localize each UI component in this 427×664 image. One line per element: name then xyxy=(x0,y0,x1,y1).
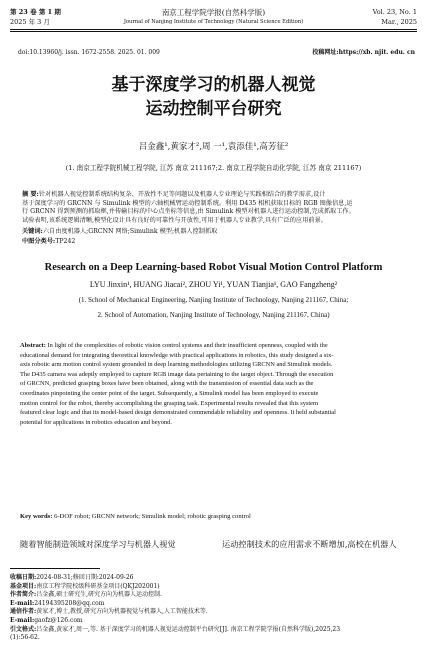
title-en: Research on a Deep Learning-based Robot Visual Motion Control Platform xyxy=(44,262,383,273)
abstract-cn-label: 摘 要: xyxy=(22,191,39,198)
clc-number xyxy=(22,238,412,247)
footnote xyxy=(10,574,417,643)
keywords-cn-text: 六自由度机器人;GRCNN 网络;Simulink 模型;机器人控制抓取 xyxy=(42,228,218,235)
abstract-cn-line: 试验表明,该系统逻辑清晰,模型化设计具有良好的可靠性与开放性,可用于机器人专业教学,具有广泛的应用前景。 xyxy=(22,216,327,224)
keywords-cn xyxy=(22,228,412,237)
abstract-en xyxy=(20,341,412,427)
abstract-en-line: The D435 camera was adeptly employed to capture RGB image data pertaining to the target object. Through the execution xyxy=(20,370,334,378)
abstract-en-label: Abstract: xyxy=(20,342,46,349)
abstract-en-line: educational demand for integrating theoretical knowledge with practical applications in robotics, this study designed a six- xyxy=(20,351,334,359)
clc-text: TP242 xyxy=(55,238,76,245)
corresponding-email: E-mail:gaofz@126.com xyxy=(10,616,83,624)
issue-date-en: Mar., 2025 xyxy=(381,18,417,26)
header-rule-thin xyxy=(10,31,417,32)
citation-format-cont: (1):56-62. xyxy=(10,634,40,642)
abstract-en-line: motion control for the robot, thereby accomplishing the grasping task. Experimental results revealed that this system xyxy=(20,399,318,407)
abstract-cn-line: 行 GRCNN 得到预测的抓取框,并传输目标的中心点坐标等信息,由 Simulink 模型对机器人进行运动控制,完成抓取工作。 xyxy=(22,208,355,216)
abstract-en-line: coordinates pinpointing the center point of the target. Subsequently, a Simulink model has been employed to execute xyxy=(20,389,319,397)
journal-title-cn: 南京工程学院学报(自然科学版) xyxy=(161,8,266,17)
keywords-en xyxy=(20,512,412,521)
citation-format: 引文格式:吕金鑫,黄家才,周一,等. 基于深度学习的机器人视觉运动控制平台研究[J]. 南京工程学院学报(自然科学版),2025,23 xyxy=(10,625,341,633)
clc-label: 中图分类号: xyxy=(22,238,56,245)
keywords-en-label: Key words: xyxy=(20,513,53,520)
journal-title-en: Journal of Nanjing Institute of Technology (Natural Science Edition) xyxy=(123,19,304,25)
author-intro: 作者简介:吕金鑫,硕士研究生,研究方向为机器人运动控制. xyxy=(10,591,162,599)
abstract-en-line: of GRCNN, predicted grasping boxes have been obtained, along with the transmission of essential data such as the xyxy=(20,380,314,388)
keywords-cn-label: 关键词: xyxy=(22,228,43,235)
fund-project: 基金项目:南京工程学院校级科研基金项目(QKJ202001) xyxy=(10,582,160,590)
header-rule xyxy=(10,29,417,30)
abstract-cn-line: 基于深度学习的 GRCNN 与 Simulink 模型的六轴机械臂运动控制系统。利用 D435 相机获取目标的 RGB 图像信息,运 xyxy=(22,199,353,207)
body-text-right: 运动控制技术的应用需求不断增加,高校在机器人 xyxy=(222,539,397,549)
author-email: E-mail:24194395208@qq.com xyxy=(10,599,105,607)
doi: doi:10.13960/j. issn. 1672-2558. 2025. 01. 009 xyxy=(18,49,160,56)
abstract-en-line: featured clear logic and that its model-based design demonstrated commendable reliability and openness. It held substantial xyxy=(20,409,336,417)
abstract-cn xyxy=(22,191,412,225)
affiliation-en-2: 2. School of Automation, Nanjing Institute of Technology, Nanjing 211167, China) xyxy=(97,311,330,319)
abstract-en-line: potential for applications in robotics education and beyond. xyxy=(20,418,172,426)
authors-cn: 吕金鑫¹,黄家才²,周 一¹,袁添佳¹,高芳征² xyxy=(138,142,289,152)
footnote-rule xyxy=(10,568,100,569)
affiliation-en-1: (1. School of Mechanical Engineering, Nanjing Institute of Technology, Nanjing 211167, China; xyxy=(78,296,349,304)
issue-date: 2025 年 3 月 xyxy=(10,18,50,26)
corresponding-author: 通信作者:黄家才,博士,教授,研究方向为机器视觉与机器人,人工智能技术等. xyxy=(10,608,208,616)
volume-issue: 第 23 卷 第 1 期 xyxy=(10,8,61,16)
received-date: 收稿日期:2024-08-31;修回日期:2024-09-26 xyxy=(10,574,134,581)
submission-website: 投稿网址:https://xb. njit. edu. cn xyxy=(312,49,415,56)
title-cn-line2: 运动控制平台研究 xyxy=(145,99,282,119)
abstract-en-line: axis robotic arm motion control system grounded in deep learning methodologies utilizing GRCNN and Simulink models. xyxy=(20,361,333,369)
title-cn-line1: 基于深度学习的机器人视觉 xyxy=(111,75,316,95)
keywords-en-text: 6-DOF robot; GRCNN network; Simulink model; robotic grasping control xyxy=(54,513,251,520)
authors-en: LYU Jinxin¹, HUANG Jiacai², ZHOU Yi¹, YUAN Tianjia¹, GAO Fangzheng² xyxy=(89,280,338,289)
body-text-left: 随着智能制造领域对深度学习与机器人视觉 xyxy=(20,539,176,549)
abstract-cn-line: 摘 要:针对机器人视觉控制系统结构复杂、开放性不足等问题以及机器人专业理论与实践相结合的教学需求,设计 xyxy=(22,191,326,198)
affiliations-cn: (1. 南京工程学院机械工程学院, 江苏 南京 211167;2. 南京工程学院自动化学院, 江苏 南京 211167) xyxy=(65,164,362,172)
volume-issue-en: Vol. 23, No. 1 xyxy=(372,8,417,16)
abstract-en-line: Abstract: In light of the complexities of robotic vision control systems and their insufficient openness, coupled with the xyxy=(20,342,328,349)
